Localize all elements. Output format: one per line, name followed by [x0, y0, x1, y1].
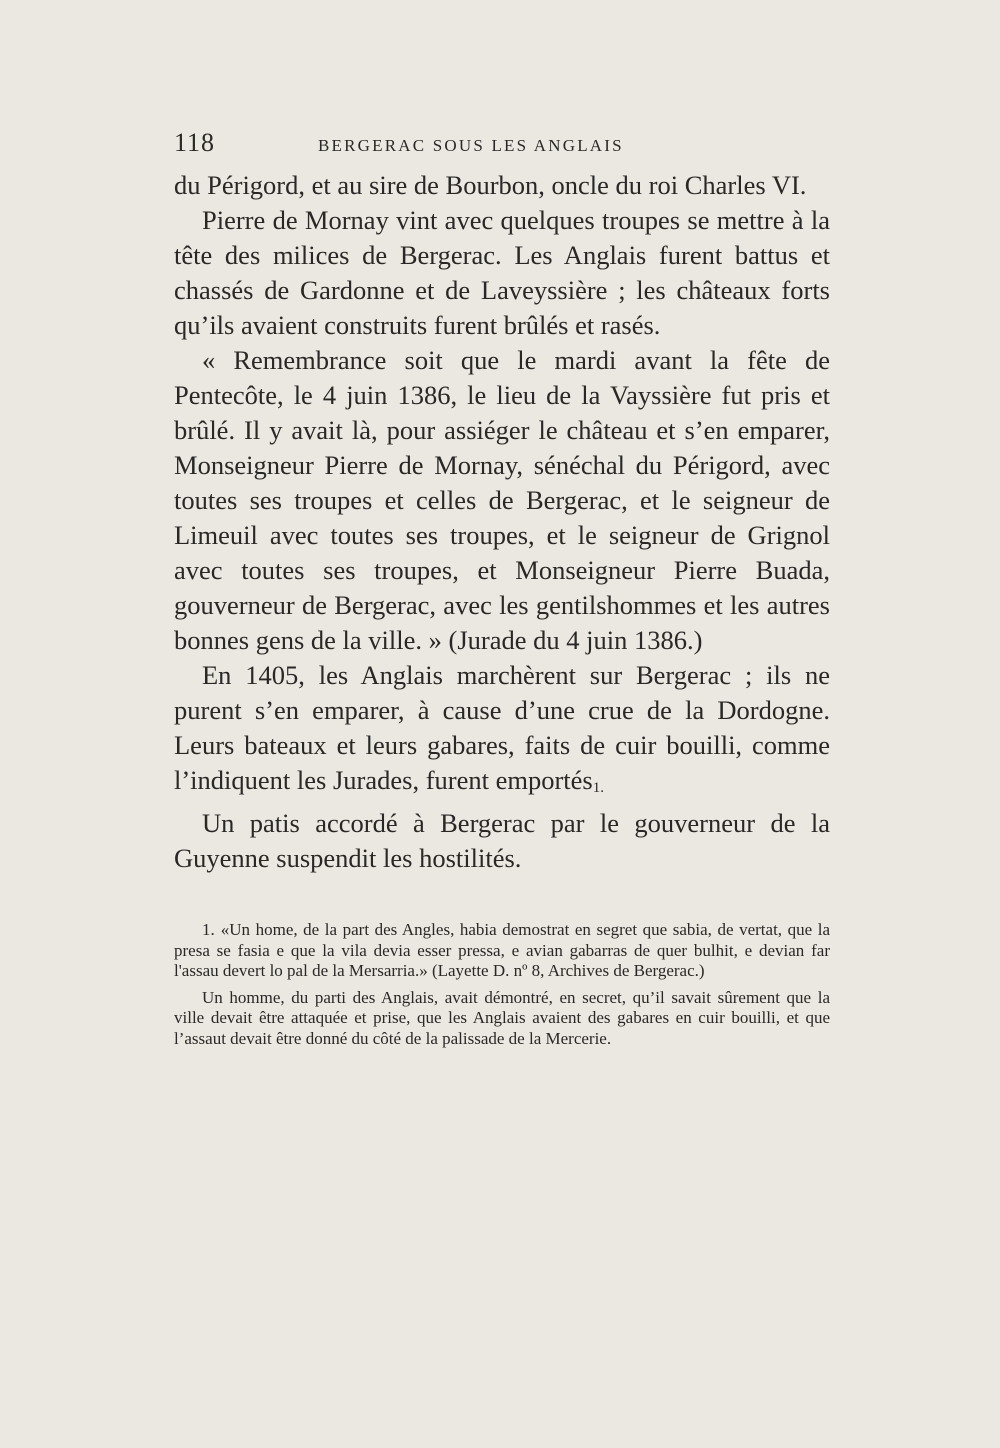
- paragraph-2: Pierre de Mornay vint avec quelques troupes se mettre à la tête des milices de Bergerac. Les Anglais furent battus et chassés de Gardonne et de Laveyssière ; les châteaux forts qu’ils avaient construits furent brûlés et rasés.: [174, 205, 830, 340]
- footnote-original: [174, 920, 830, 982]
- footnote-translation: Un homme, du parti des Anglais, avait démontré, en secret, qu’il savait sûrement que la ville devait être attaquée et prise, que les Anglais avaient des gabares en cuir bouilli, et que l’assaut devait être donné du côté de la palissade de la Mercerie.: [174, 987, 830, 1048]
- footnote-reference[interactable]: 1.: [592, 780, 604, 796]
- footnote-original-text: «Un home, de la part des Angles, habia demostrat en segret que sabia, de vertat, que la presa se fasia e que la vila devia esser pressa, e avian gabarras de quer bulhit, e devian far l'assau devert lo pal de la Mersarria.» (Layette D. nº 8, Archives de Bergerac.): [174, 920, 830, 980]
- paragraph-4-text: En 1405, les Anglais marchèrent sur Bergerac ; ils ne purent s’en emparer, à cause d’une crue de la Dordogne. Leurs bateaux et leurs gabares, faits de cuir bouilli, comme l’indiquent les Jurades, furent emportés: [174, 660, 830, 795]
- running-head: BERGERAC SOUS LES ANGLAIS: [318, 136, 624, 155]
- footnote-number: 1.: [202, 920, 215, 939]
- body-text: [174, 168, 830, 876]
- paragraph-4: [174, 658, 830, 806]
- paragraph-5: Un patis accordé à Bergerac par le gouverneur de la Guyenne suspendit les hostilités.: [174, 808, 830, 873]
- page-number: 118: [174, 128, 216, 157]
- footnotes: [174, 920, 830, 1049]
- paragraph-1: du Périgord, et au sire de Bourbon, oncle du roi Charles VI.: [174, 170, 807, 200]
- paragraph-3: « Remembrance soit que le mardi avant la fête de Pentecôte, le 4 juin 1386, le lieu de la Vayssière fut pris et brûlé. Il y avait là, pour assiéger le château et s’en emparer, Monseigneur Pierre de Mornay, sénéchal du Périgord, avec toutes ses troupes et celles de Bergerac, et le seigneur de Limeuil avec toutes ses troupes, et le seigneur de Grignol avec toutes ses troupes, et Monseigneur Pierre Buada, gouverneur de Bergerac, avec les gentilshommes et les autres bonnes gens de la ville. » (Jurade du 4 juin 1386.): [174, 345, 830, 655]
- page-header: [174, 128, 830, 168]
